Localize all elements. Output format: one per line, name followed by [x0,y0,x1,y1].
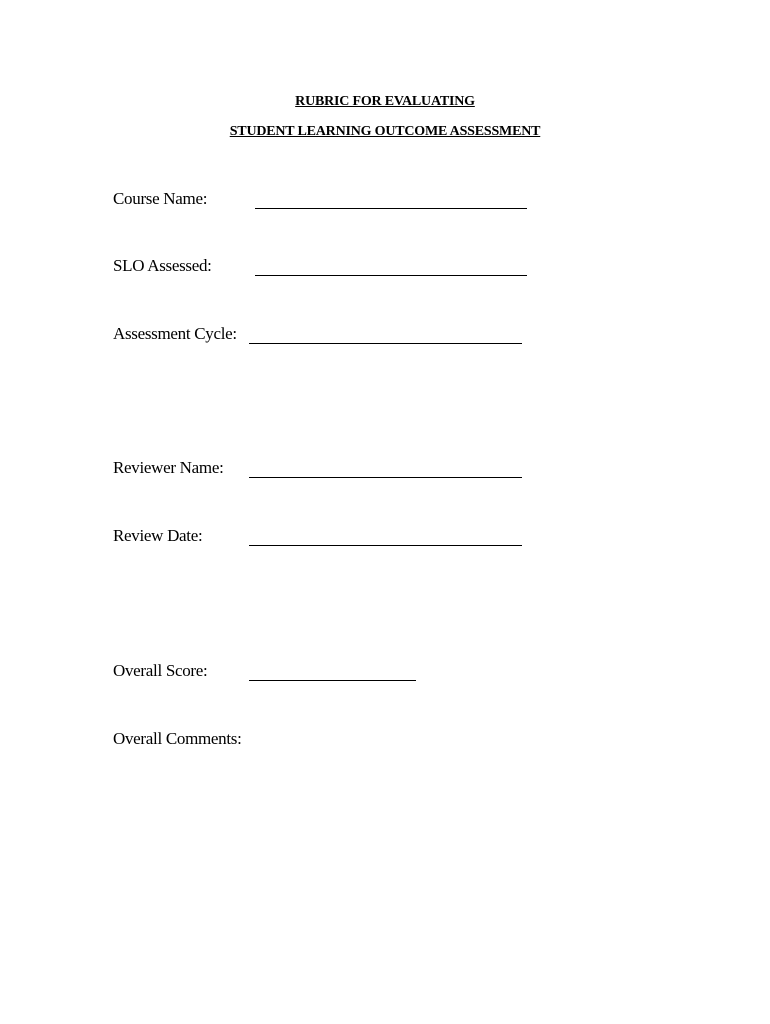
reviewer-name-field[interactable] [249,476,522,478]
slo-assessed-label: SLO Assessed: [113,256,212,275]
slo-assessed-field[interactable] [255,274,527,276]
overall-score-field[interactable] [249,679,416,681]
document-subtitle: STUDENT LEARNING OUTCOME ASSESSMENT [229,124,541,139]
overall-score-label: Overall Score: [113,661,208,680]
course-name-label: Course Name: [113,189,208,208]
overall-comments-label: Overall Comments: [113,729,242,748]
reviewer-name-label: Reviewer Name: [113,458,224,477]
course-name-field[interactable] [255,207,527,209]
document-title: RUBRIC FOR EVALUATING [295,94,475,109]
review-date-field[interactable] [249,544,522,546]
review-date-label: Review Date: [113,526,203,545]
assessment-cycle-field[interactable] [249,342,522,344]
assessment-cycle-label: Assessment Cycle: [113,324,237,343]
